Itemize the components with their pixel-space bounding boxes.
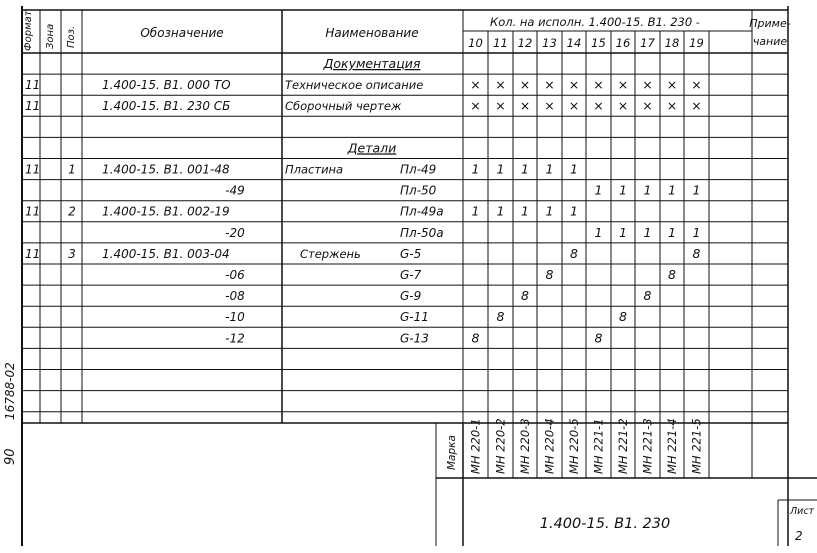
qty-mark: × [617,98,629,114]
qty-mark: × [470,77,481,93]
marka-value: МН 221-5 [689,418,704,474]
qty-mark: × [593,98,604,114]
row-designation: -20 [225,225,245,240]
qty-mark: 1 [692,182,701,198]
row-designation: -12 [225,331,245,346]
qty-mark: 1 [692,224,701,240]
qty-mark: 1 [521,161,529,177]
row-format: 11 [25,78,41,93]
qty-mark: 1 [619,182,627,198]
qty-mark: 8 [643,288,652,304]
row-sub-designation: G-11 [400,310,429,325]
qty-mark: 8 [471,330,480,346]
marka-value: МН 221-3 [640,418,655,474]
doc-code: 1.400-15. В1. 230 [539,516,671,532]
qty-mark: × [691,77,702,93]
marka-value: МН 221-2 [616,418,630,474]
marka-label: Марка [446,435,458,470]
qty-mark: 1 [643,224,652,240]
qty-mark: 1 [594,224,603,240]
side-document-number: 16788-02 [3,362,17,420]
row-sub-designation: Пл-50 [400,183,437,198]
row-name: Сборочный чертеж [285,99,402,114]
qty-mark: × [470,98,481,114]
qty-mark: 1 [668,224,676,240]
row-pos: 1 [68,162,76,177]
qty-mark: × [544,98,555,114]
row-pos: 3 [68,246,76,261]
header-name: Наименование [325,26,419,40]
header-pos: Поз. [66,25,77,48]
qty-mark: 1 [496,203,505,219]
header-variant-12: 12 [517,36,533,50]
qty-mark: 8 [496,309,505,325]
row-name: Техническое описание [285,78,424,93]
marka-value: МН 220-3 [518,418,532,474]
qty-mark: 1 [545,161,554,177]
qty-mark: 1 [570,161,578,177]
row-designation: -10 [225,310,245,325]
sheet-number: 2 [795,529,803,543]
row-sub-designation: G-9 [400,289,422,304]
row-sub-designation: G-13 [400,331,429,346]
qty-mark: 1 [643,182,652,198]
qty-mark: 1 [496,161,505,177]
row-sub-designation: G-5 [400,246,422,261]
marka-value: МН 221-4 [665,418,679,474]
header-variant-11: 11 [493,36,508,50]
qty-mark: × [544,77,555,93]
row-designation: -06 [225,268,245,282]
qty-mark: 1 [570,203,578,219]
qty-mark: × [642,98,653,114]
row-format: 11 [25,99,41,114]
row-sub-designation: Пл-49а [400,204,444,219]
section-details: Детали [347,140,397,156]
row-designation: 1.400-15. В1. 230 СБ [102,99,231,114]
qty-mark: × [519,98,531,114]
header-variant-17: 17 [640,36,655,50]
qty-mark: 8 [594,330,603,346]
header-variant-10: 10 [468,36,483,50]
sheet-label: Лист [790,506,815,517]
qty-mark: 1 [471,203,480,219]
marka-value: МН 220-5 [567,418,581,474]
qty-mark: 1 [594,182,603,198]
qty-mark: × [495,98,506,114]
section-documentation: Документация [323,56,421,71]
row-sub-designation: Пл-50а [400,225,444,240]
row-format: 11 [25,162,41,177]
qty-mark: 8 [521,288,529,304]
qty-mark: 1 [545,203,554,219]
row-designation: 1.400-15. В1. 003-04 [102,246,230,261]
qty-mark: 8 [668,267,676,282]
side-page-number: 90 [3,448,18,465]
header-variant-13: 13 [542,36,557,50]
header-format: Формат [23,10,34,51]
row-designation: 1.400-15. В1. 000 ТО [102,78,231,93]
qty-mark: 1 [619,224,627,240]
header-variant-14: 14 [566,36,582,50]
row-format: 11 [25,246,41,261]
header-note-2: чание [752,35,788,48]
row-format: 11 [25,204,41,219]
header-variant-15: 15 [591,36,606,50]
header-variant-19: 19 [689,36,704,50]
qty-mark: × [593,77,604,93]
marka-value: МН 220-2 [493,418,508,474]
row-designation: -08 [225,289,245,304]
marka-value: МН 220-1 [468,418,483,474]
qty-mark: × [642,77,653,93]
qty-mark: 8 [619,309,627,325]
marka-value: МН 221-1 [591,418,606,474]
header-variant-16: 16 [615,36,631,50]
qty-mark: 8 [692,245,701,261]
qty-mark: 1 [471,161,480,177]
qty-mark: 8 [570,245,578,261]
header-designation: Обозначение [140,26,224,40]
marka-value: МН 220-4 [542,418,557,474]
row-pos: 2 [68,204,76,219]
qty-mark: × [666,98,678,114]
row-designation: -49 [225,183,245,198]
row-designation: 1.400-15. В1. 002-19 [102,204,230,219]
row-sub-designation: Пл-49 [400,162,437,177]
header-zone: Зона [45,23,56,49]
qty-mark: 1 [668,182,676,198]
qty-mark: × [666,77,678,93]
header-variant-18: 18 [664,36,680,50]
qty-mark: × [519,77,531,93]
row-name: Пластина [285,162,344,177]
row-sub-designation: G-7 [400,268,422,282]
qty-mark: × [617,77,629,93]
qty-mark: 8 [545,267,554,282]
qty-mark: × [691,98,702,114]
header-qty-group: Кол. на исполн. 1.400-15. В1. 230 - [490,15,700,29]
qty-mark: × [568,98,580,114]
row-designation: 1.400-15. В1. 001-48 [102,162,230,177]
qty-mark: × [568,77,580,93]
qty-mark: 1 [521,203,529,219]
row-name: Стержень [300,246,361,261]
qty-mark: × [495,77,506,93]
header-note-1: Приме- [749,17,791,30]
